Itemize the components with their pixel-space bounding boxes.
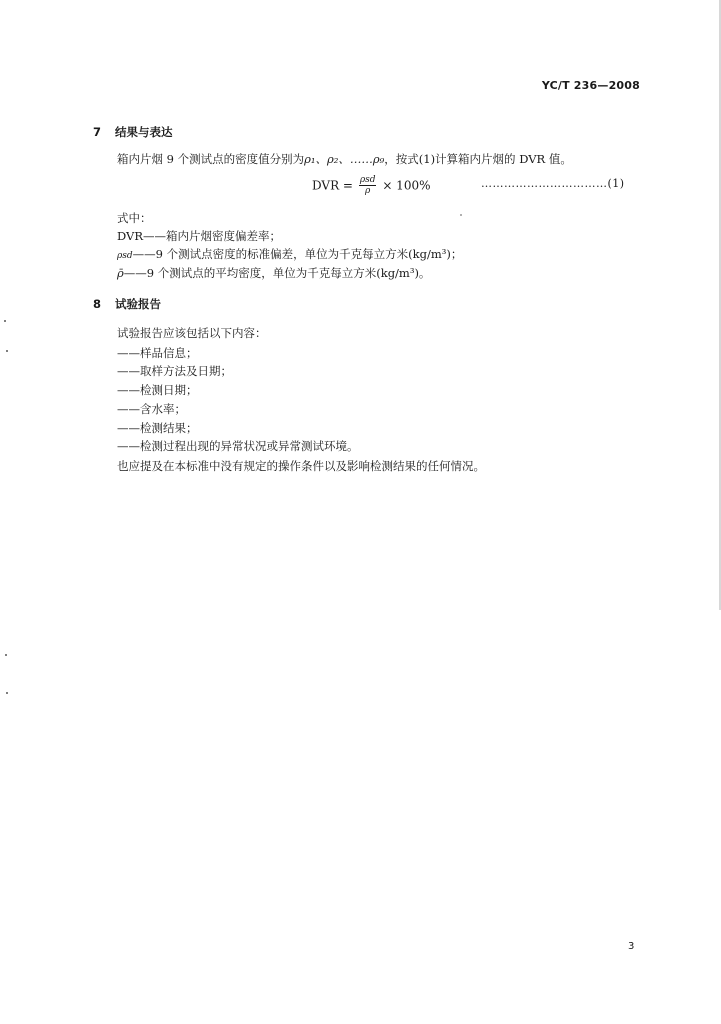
intro-text-tail: ，按式(1)计算箱内片烟的 DVR 值。 xyxy=(384,152,572,166)
rho-sd-symbol: ρsd xyxy=(117,251,133,261)
section-8-number: 8 xyxy=(93,297,102,311)
list-item: ——取样方法及日期； xyxy=(117,364,232,378)
rho-list: ρ₁、ρ₂、……ρ₉ xyxy=(304,152,385,166)
page-number: 3 xyxy=(628,941,635,952)
scan-speck xyxy=(4,320,6,322)
where-label: 式中： xyxy=(117,211,152,225)
dvr-formula xyxy=(312,175,431,197)
definition-dvr: DVR——箱内片烟密度偏差率； xyxy=(117,229,281,243)
document-id: YC/T 236—2008 xyxy=(541,79,640,92)
scan-speck xyxy=(6,350,8,352)
formula-fraction xyxy=(359,175,377,197)
rho-mean-text: ——9 个测试点的平均密度，单位为千克每立方米(kg/m³)。 xyxy=(123,266,431,280)
rho-sd-text: ——9 个测试点密度的标准偏差，单位为千克每立方米(kg/m³)； xyxy=(132,247,463,261)
equation-number: ……………………………(1) xyxy=(481,177,625,190)
formula-denominator: ρ xyxy=(365,186,371,196)
definition-rho-sd xyxy=(117,246,462,262)
formula-lhs: DVR = xyxy=(312,178,353,193)
formula-numerator: ρsd xyxy=(359,175,376,185)
list-item: ——检测过程出现的异常状况或异常测试环境。 xyxy=(117,439,359,453)
section-7-intro xyxy=(117,151,572,167)
section-8-title: 试验报告 xyxy=(115,297,161,311)
report-intro: 试验报告应该包括以下内容： xyxy=(117,326,267,340)
scan-speck xyxy=(460,214,462,216)
formula-rhs: × 100% xyxy=(382,178,431,193)
report-closing: 也应提及在本标准中没有规定的操作条件以及影响检测结果的任何情况。 xyxy=(117,459,485,473)
section-7-heading xyxy=(93,124,173,140)
list-item: ——样品信息； xyxy=(117,346,198,360)
section-7-number: 7 xyxy=(93,125,102,139)
list-item: ——检测结果； xyxy=(117,421,198,435)
scan-speck xyxy=(6,692,8,694)
section-8-heading xyxy=(93,296,161,312)
definition-rho-mean xyxy=(117,265,430,281)
list-item: ——含水率； xyxy=(117,402,186,416)
intro-text: 箱内片烟 9 个测试点的密度值分别为 xyxy=(117,152,305,166)
list-item: ——检测日期； xyxy=(117,383,198,397)
section-7-title: 结果与表达 xyxy=(115,125,173,139)
rho-mean-symbol: ρ̄ xyxy=(117,266,124,280)
scan-speck xyxy=(5,654,7,656)
